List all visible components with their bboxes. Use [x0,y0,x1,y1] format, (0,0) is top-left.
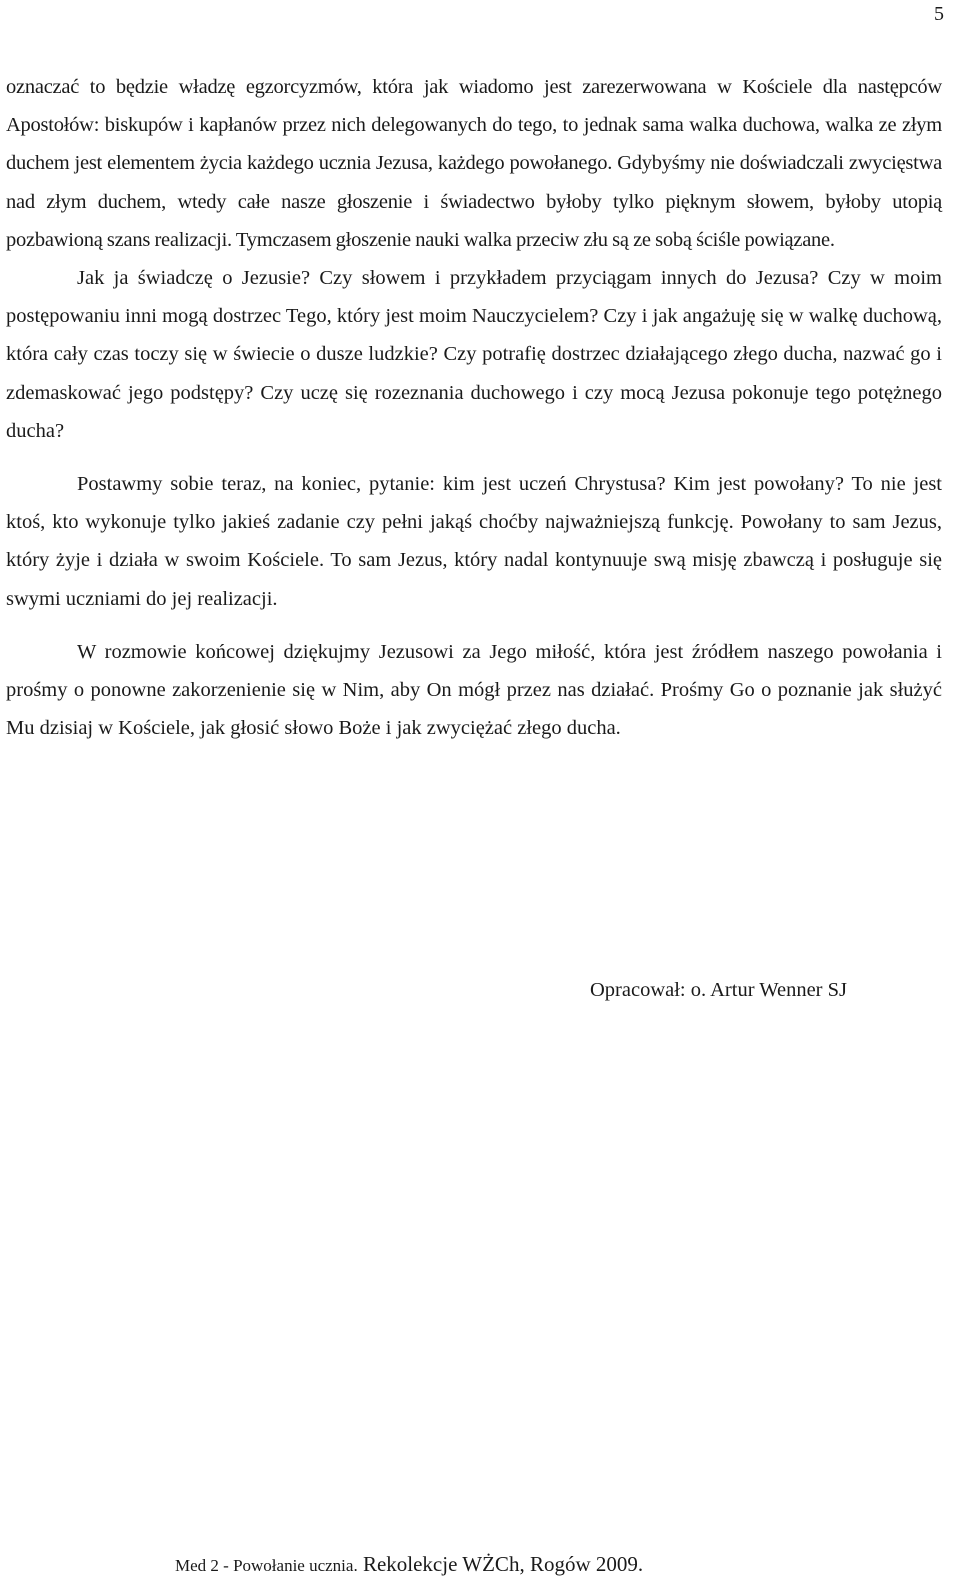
author-signature: Opracował: o. Artur Wenner SJ [590,979,848,1001]
paragraph-4: W rozmowie końcowej dziękujmy Jezusowi za Jego miłość, która jest źródłem naszego powołania i prośmy o ponowne zakorzenienie się w Nim, aby On mógł przez nas działać. Prośmy Go o poznanie jak służyć Mu dzisiaj w Kościele, jak głosić słowo Boże i jak zwyciężać złego ducha. [6,640,942,740]
body-text [6,68,942,747]
footer-retreat-info: Rekolekcje WŻCh, Rogów 2009. [357,1552,644,1576]
footer-meditation-title: Med 2 - Powołanie ucznia. [175,1556,358,1575]
paragraph-1: oznaczać to będzie władzę egzorcyzmów, która jak wiadomo jest zarezerwowana w Kościele dla następców Apostołów: biskupów i kapłanów przez nich delegowanych do tego, to jednak sama walka duchowa, walka ze złym duchem jest elementem życia każdego ucznia Jezusa, każdego powołanego. Gdybyśmy nie doświadczali zwycięstwa nad złym duchem, wtedy całe nasze głoszenie i świadectwo byłoby tylko pięknym słowem, byłoby utopią pozbawioną szans realizacji. Tymczasem głoszenie nauki walka przeciw złu są ze sobą ściśle powiązane. [6,76,942,251]
page-footer [175,1550,643,1581]
paragraph-2: Jak ja świadczę o Jezusie? Czy słowem i przykładem przyciągam innych do Jezusa? Czy w moim postępowaniu inni mogą dostrzec Tego, który jest moim Nauczycielem? Czy i jak angażuję się w walkę duchową, która cały czas toczy się w świecie o dusze ludzkie? Czy potrafię dostrzec działającego złego ducha, nazwać go i zdemaskować jego podstępy? Czy uczę się rozeznania duchowego i czy mocą Jezusa pokonuje tego potężnego ducha? [6,267,942,442]
paragraph-3: Postawmy sobie teraz, na koniec, pytanie: kim jest uczeń Chrystusa? Kim jest powołany? To nie jest ktoś, kto wykonuje tylko jakieś zadanie czy pełni jakąś choćby najważniejszą funkcję. Powołany to sam Jezus, który żyje i działa w swoim Kościele. To sam Jezus, który nadal kontynuuje swą misję zbawczą i posługuje się swymi uczniami do jej realizacji. [6,473,942,610]
page-number: 5 [934,3,944,25]
